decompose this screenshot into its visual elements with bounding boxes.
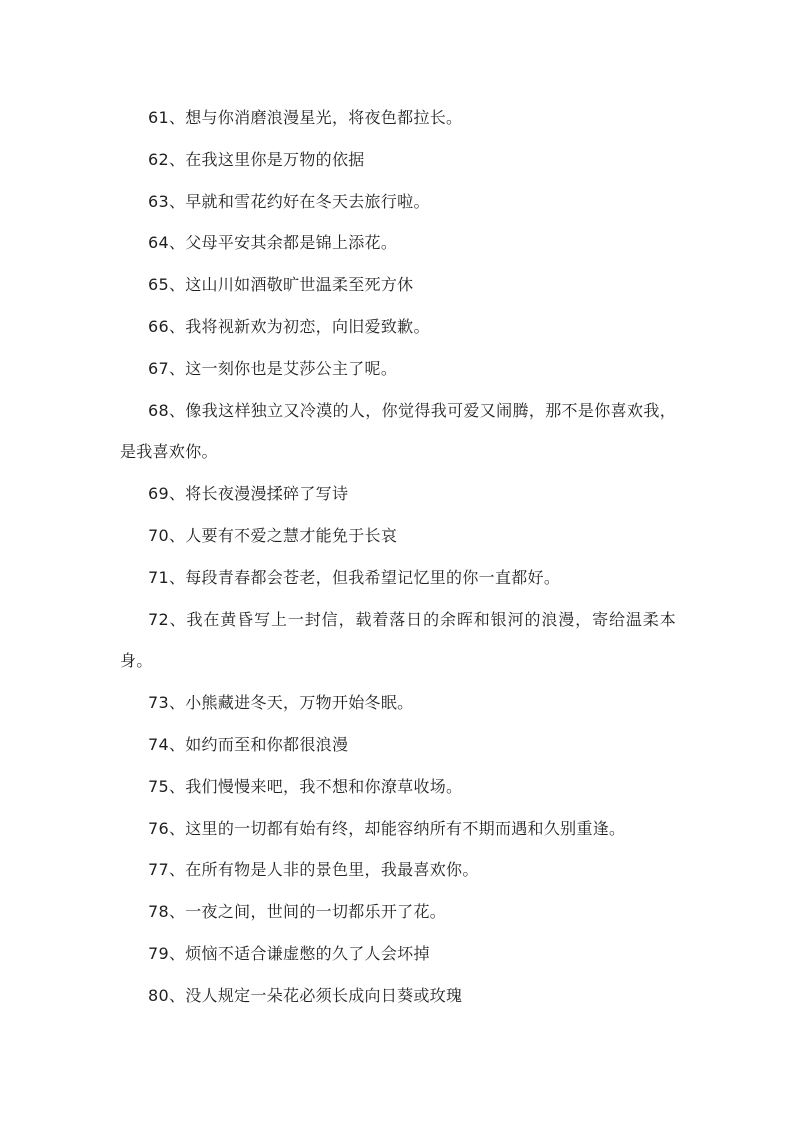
paragraph-77: 77、在所有物是人非的景色里，我最喜欢你。 (148, 860, 479, 880)
paragraph-72: 72、我在黄昏写上一封信，载着落日的余晖和银河的浪漫，寄给温柔本身。 (120, 609, 676, 671)
paragraph-76: 76、这里的一切都有始有终，却能容纳所有不期而遇和久别重逢。 (148, 818, 626, 838)
paragraph-74: 74、如约而至和你都很浪漫 (148, 734, 349, 754)
paragraph-63: 63、早就和雪花约好在冬天去旅行啦。 (148, 191, 430, 211)
document-body (120, 97, 676, 1017)
paragraph-79: 79、烦恼不适合谦虚憋的久了人会坏掉 (148, 943, 430, 963)
paragraph-61: 61、想与你消磨浪漫星光，将夜色都拉长。 (148, 108, 463, 127)
paragraph-73: 73、小熊藏进冬天，万物开始冬眠。 (148, 693, 414, 713)
paragraph-78: 78、一夜之间，世间的一切都乐开了花。 (148, 902, 447, 922)
paragraph-80: 80、没人规定一朵花必须长成向日葵或玫瑰 (148, 985, 463, 1005)
paragraph-70: 70、人要有不爱之慧才能免于长哀 (148, 525, 398, 545)
paragraph-66: 66、我将视新欢为初恋，向旧爱致歉。 (148, 316, 430, 336)
paragraph-64: 64、父母平安其余都是锦上添花。 (148, 233, 398, 253)
paragraph-75: 75、我们慢慢来吧，我不想和你潦草收场。 (148, 776, 463, 796)
paragraph-67: 67、这一刻你也是艾莎公主了呢。 (148, 358, 398, 378)
paragraph-62: 62、在我这里你是万物的依据 (148, 149, 365, 169)
paragraph-65: 65、这山川如酒敬旷世温柔至死方休 (148, 275, 414, 295)
paragraph-68: 68、像我这样独立又冷漠的人，你觉得我可爱又闹腾，那不是你喜欢我，是我喜欢你。 (120, 400, 676, 462)
paragraph-71: 71、每段青春都会苍老，但我希望记忆里的你一直都好。 (148, 567, 561, 587)
paragraph-69: 69、将长夜漫漫揉碎了写诗 (148, 484, 349, 504)
